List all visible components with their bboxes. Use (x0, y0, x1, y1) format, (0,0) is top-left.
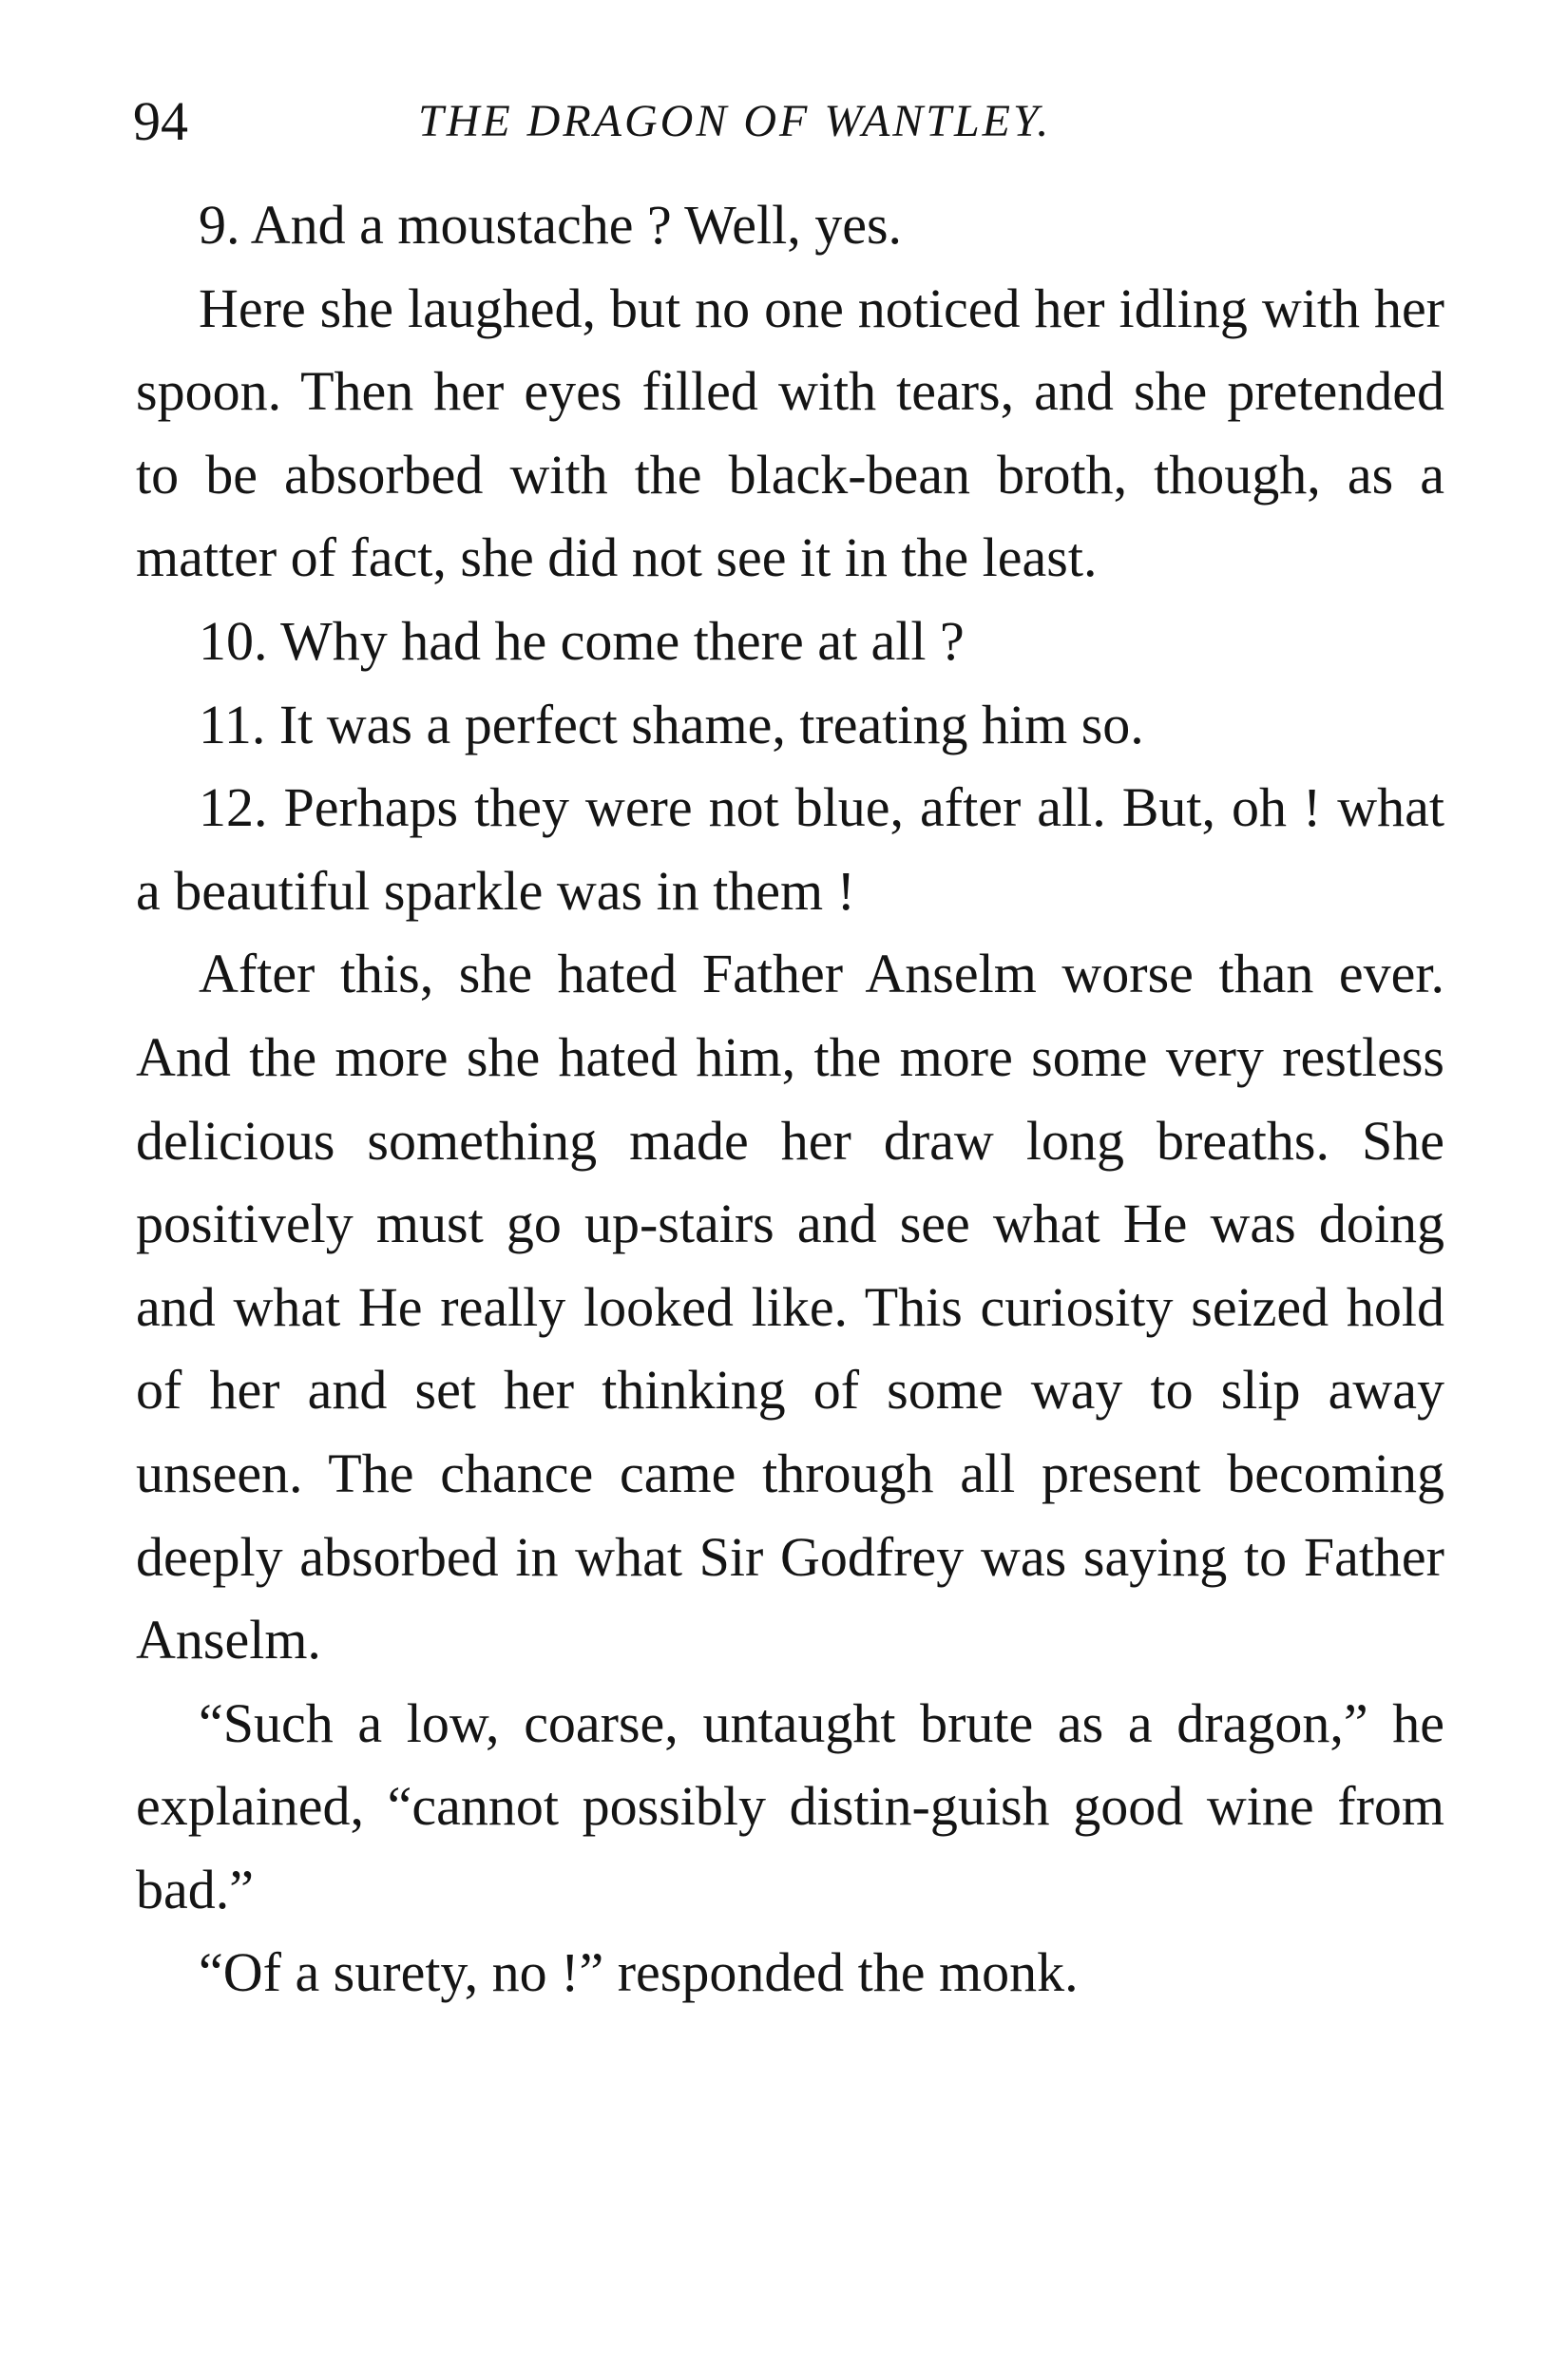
running-title: THE DRAGON OF WANTLEY. (418, 96, 1052, 146)
paragraph: 11. It was a perfect shame, treating him so. (199, 693, 1144, 755)
paragraph: After this, she hated Father Anselm worse than ever. And the more she hated him, the more some very restless delicious something made her draw long breaths. She positively must go up-stairs and see what He was doing and what He really looked like. This curiosity seized hold of her and set her thinking of some way to slip away unseen. The chance came through all present becoming deeply absorbed in what Sir Godfrey was saying to Father Anselm. (136, 943, 1444, 1671)
body-text (136, 183, 1444, 2015)
paragraph: 9. And a moustache ? Well, yes. (199, 194, 903, 256)
paragraph: 12. Perhaps they were not blue, after all. But, oh ! what a beautiful sparkle was in them ! (136, 776, 1444, 922)
paragraph: 10. Why had he come there at all ? (199, 609, 965, 672)
paragraph: Here she laughed, but no one noticed her idling with her spoon. Then her eyes filled with tears, and she pretended to be absorbed with the black-bean broth, though, as a matter of fact, she did not see it in the least. (136, 277, 1444, 589)
page-header (133, 84, 1444, 160)
paragraph: “Of a surety, no !” responded the monk. (199, 1941, 1079, 2004)
page-number: 94 (133, 90, 188, 152)
paragraph: “Such a low, coarse, untaught brute as a dragon,” he explained, “cannot possibly distin-guish good wine from bad.” (136, 1691, 1444, 1920)
